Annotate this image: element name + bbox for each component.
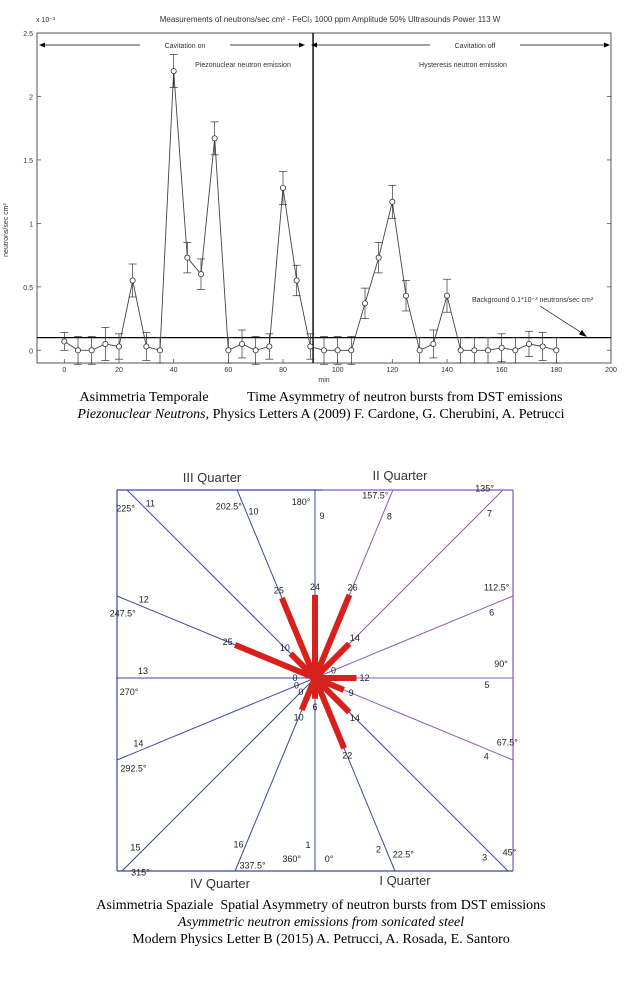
arrow-head-mid-right <box>311 43 317 48</box>
y-tick-label: 1.5 <box>23 157 33 165</box>
data-point <box>116 344 121 349</box>
x-tick-label: 60 <box>224 367 233 374</box>
hysteresis-label: Hysteresis neutron emission <box>419 62 507 69</box>
angle-label: 67.5° <box>496 737 518 748</box>
direction-number: 13 <box>137 666 149 676</box>
count-label: 12 <box>359 673 370 683</box>
data-point <box>526 341 531 346</box>
data-point <box>390 199 395 204</box>
data-point <box>376 255 381 260</box>
spatial-asym-it: Asimmetria Spaziale <box>96 898 214 913</box>
angle-label: 315° <box>131 867 150 878</box>
count-label: 0 <box>330 665 336 676</box>
direction-number: 9 <box>319 511 325 521</box>
count-label: 26 <box>347 582 358 593</box>
angle-label-360: 360° <box>282 854 301 864</box>
neutron-time-chart <box>0 0 642 385</box>
data-point <box>103 341 108 346</box>
angle-label: 90° <box>494 659 508 669</box>
x-tick-label: 100 <box>331 367 344 374</box>
y-tick-label: 1 <box>29 221 33 229</box>
top-caption-line2 <box>0 406 642 423</box>
y-tick-label: 2.5 <box>23 31 33 38</box>
arrow-head-left <box>39 43 45 48</box>
direction-number: 15 <box>130 842 141 853</box>
y-tick-label: 2 <box>29 94 33 102</box>
count-label: 25 <box>222 636 233 647</box>
data-point <box>294 278 299 283</box>
y-axis-label: neutrons/sec cm² <box>3 203 10 257</box>
paper-title-2015: Asymmetric neutron emissions from sonicated steel <box>177 915 465 930</box>
data-point <box>185 255 190 260</box>
direction-number: 7 <box>487 508 493 519</box>
count-label: 14 <box>349 633 360 644</box>
angle-label: 337.5° <box>239 860 266 871</box>
background-pointer-head <box>579 330 587 337</box>
annotations <box>37 33 611 363</box>
chart-title: Measurements of neutrons/sec cm² - FeCl₃ 1000 ppm Amplitude 50% Ultrasounds Power 113 W <box>159 15 501 24</box>
count-label: 14 <box>349 712 360 723</box>
direction-number: 11 <box>145 498 156 509</box>
data-point <box>321 348 326 353</box>
angle-label: 225° <box>116 503 135 514</box>
x-tick-label: 120 <box>386 367 399 374</box>
count-label: 22 <box>342 750 353 761</box>
data-point <box>554 348 559 353</box>
bottom-caption-line1 <box>0 897 642 914</box>
angle-label: 157.5° <box>362 490 389 501</box>
count-label: 9 <box>348 687 354 698</box>
count-label: 0 <box>298 687 304 698</box>
count-label: 0 <box>294 680 300 691</box>
direction-number: 6 <box>489 607 495 618</box>
data-point <box>513 348 518 353</box>
angle-label: 270° <box>119 687 139 697</box>
x-tick-label: 40 <box>169 367 178 374</box>
angle-label: 45° <box>502 847 517 858</box>
paper-ref-2015: Modern Physics Letter B (2015) A. Petrucci, A. Rosada, E. Santoro <box>132 932 510 947</box>
direction-number: 14 <box>133 738 144 749</box>
direction-number: 2 <box>376 844 382 855</box>
quarter-label-III: III Quarter <box>182 470 242 485</box>
count-label: 10 <box>293 712 304 723</box>
time-asym-it: Asimmetria Temporale <box>79 390 209 405</box>
background-label: Background 0.1*10⁻³ neutrons/sec cm² <box>472 297 594 304</box>
background-pointer <box>540 306 585 335</box>
direction-number: 3 <box>482 852 488 863</box>
count-label: 24 <box>309 581 321 592</box>
data-point <box>253 348 258 353</box>
data-point <box>62 339 67 344</box>
arrow-head-right <box>604 43 610 48</box>
spatial-asym-en: Spatial Asymmetry of neutron bursts from DST emissions <box>220 898 546 913</box>
quarter-label-II: II Quarter <box>372 468 428 483</box>
y-multiplier: x 10⁻³ <box>36 17 56 24</box>
y-tick-label: 0 <box>29 348 33 356</box>
data-point <box>458 348 463 353</box>
data-point <box>280 185 285 190</box>
count-label: 25 <box>273 585 284 596</box>
direction-number: 4 <box>483 751 489 762</box>
x-tick-label: 20 <box>115 367 123 374</box>
data-point <box>171 68 176 73</box>
data-point <box>226 348 231 353</box>
sector-line <box>117 678 318 760</box>
count-label: 10 <box>279 642 290 653</box>
paper-title-2009: Piezonuclear Neutrons <box>77 407 206 422</box>
angle-label: 202.5° <box>215 501 242 512</box>
data-point <box>308 344 313 349</box>
series-line <box>64 71 556 350</box>
angle-label: 180° <box>291 497 311 507</box>
data-point <box>212 136 217 141</box>
data-series <box>60 55 560 365</box>
quarter-label-IV: IV Quarter <box>190 876 250 891</box>
data-point <box>431 341 436 346</box>
data-point <box>403 293 408 298</box>
count-label: 6 <box>312 701 318 712</box>
direction-number: 8 <box>386 511 392 522</box>
top-caption-line1 <box>0 389 642 406</box>
angle-label: 135° <box>475 483 494 494</box>
x-tick-label: 140 <box>441 367 453 374</box>
bottom-caption <box>0 897 642 948</box>
direction-number: 16 <box>233 839 244 850</box>
plot-frame <box>37 33 611 363</box>
quarter-label-I: I Quarter <box>379 873 431 888</box>
direction-number: 10 <box>248 506 259 517</box>
direction-number: 12 <box>138 594 149 605</box>
data-point <box>267 344 272 349</box>
x-tick-label: 80 <box>279 367 287 374</box>
data-point <box>335 348 340 353</box>
angle-label: 0° <box>324 854 334 864</box>
data-point <box>349 348 354 353</box>
top-caption <box>0 389 642 423</box>
data-point <box>130 278 135 283</box>
data-point <box>239 341 244 346</box>
x-tick-label: 0 <box>62 367 67 374</box>
data-point <box>198 272 203 277</box>
data-point <box>540 344 545 349</box>
cavitation-off-label: Cavitation off <box>454 43 496 50</box>
data-point <box>472 348 477 353</box>
spatial-asymmetry-diagram <box>0 458 642 898</box>
angle-label: 247.5° <box>109 608 136 619</box>
sector-line <box>119 678 318 871</box>
data-point <box>89 348 94 353</box>
x-tick-label: 200 <box>605 367 617 374</box>
angle-label: 22.5° <box>392 849 414 860</box>
data-point <box>485 348 490 353</box>
cavitation-on-label: Cavitation on <box>164 43 206 50</box>
angle-label: 292.5° <box>120 763 147 774</box>
paper-ref-2009: , Physics Letters A (2009) F. Cardone, G. Cherubini, A. Petrucci <box>205 407 565 422</box>
data-point <box>157 348 162 353</box>
direction-number: 1 <box>305 840 311 850</box>
direction-number: 5 <box>484 680 490 690</box>
y-tick-label: 0.5 <box>23 284 33 292</box>
data-point <box>499 345 504 350</box>
axis-ticks <box>23 31 617 374</box>
x-axis-label: min <box>318 377 330 384</box>
data-point <box>144 344 149 349</box>
x-tick-label: 180 <box>550 367 563 374</box>
count-label: 0 <box>292 673 298 683</box>
data-point <box>75 348 80 353</box>
x-tick-label: 160 <box>495 367 508 374</box>
data-point <box>444 293 449 298</box>
piezonuclear-label: Piezonuclear neutron emission <box>195 62 291 69</box>
arrow-head-mid-left <box>299 43 305 48</box>
angle-label: 112.5° <box>483 582 510 593</box>
time-asym-en: Time Asymmetry of neutron bursts from DST emissions <box>247 390 563 405</box>
data-point <box>417 348 422 353</box>
data-point <box>362 301 367 306</box>
